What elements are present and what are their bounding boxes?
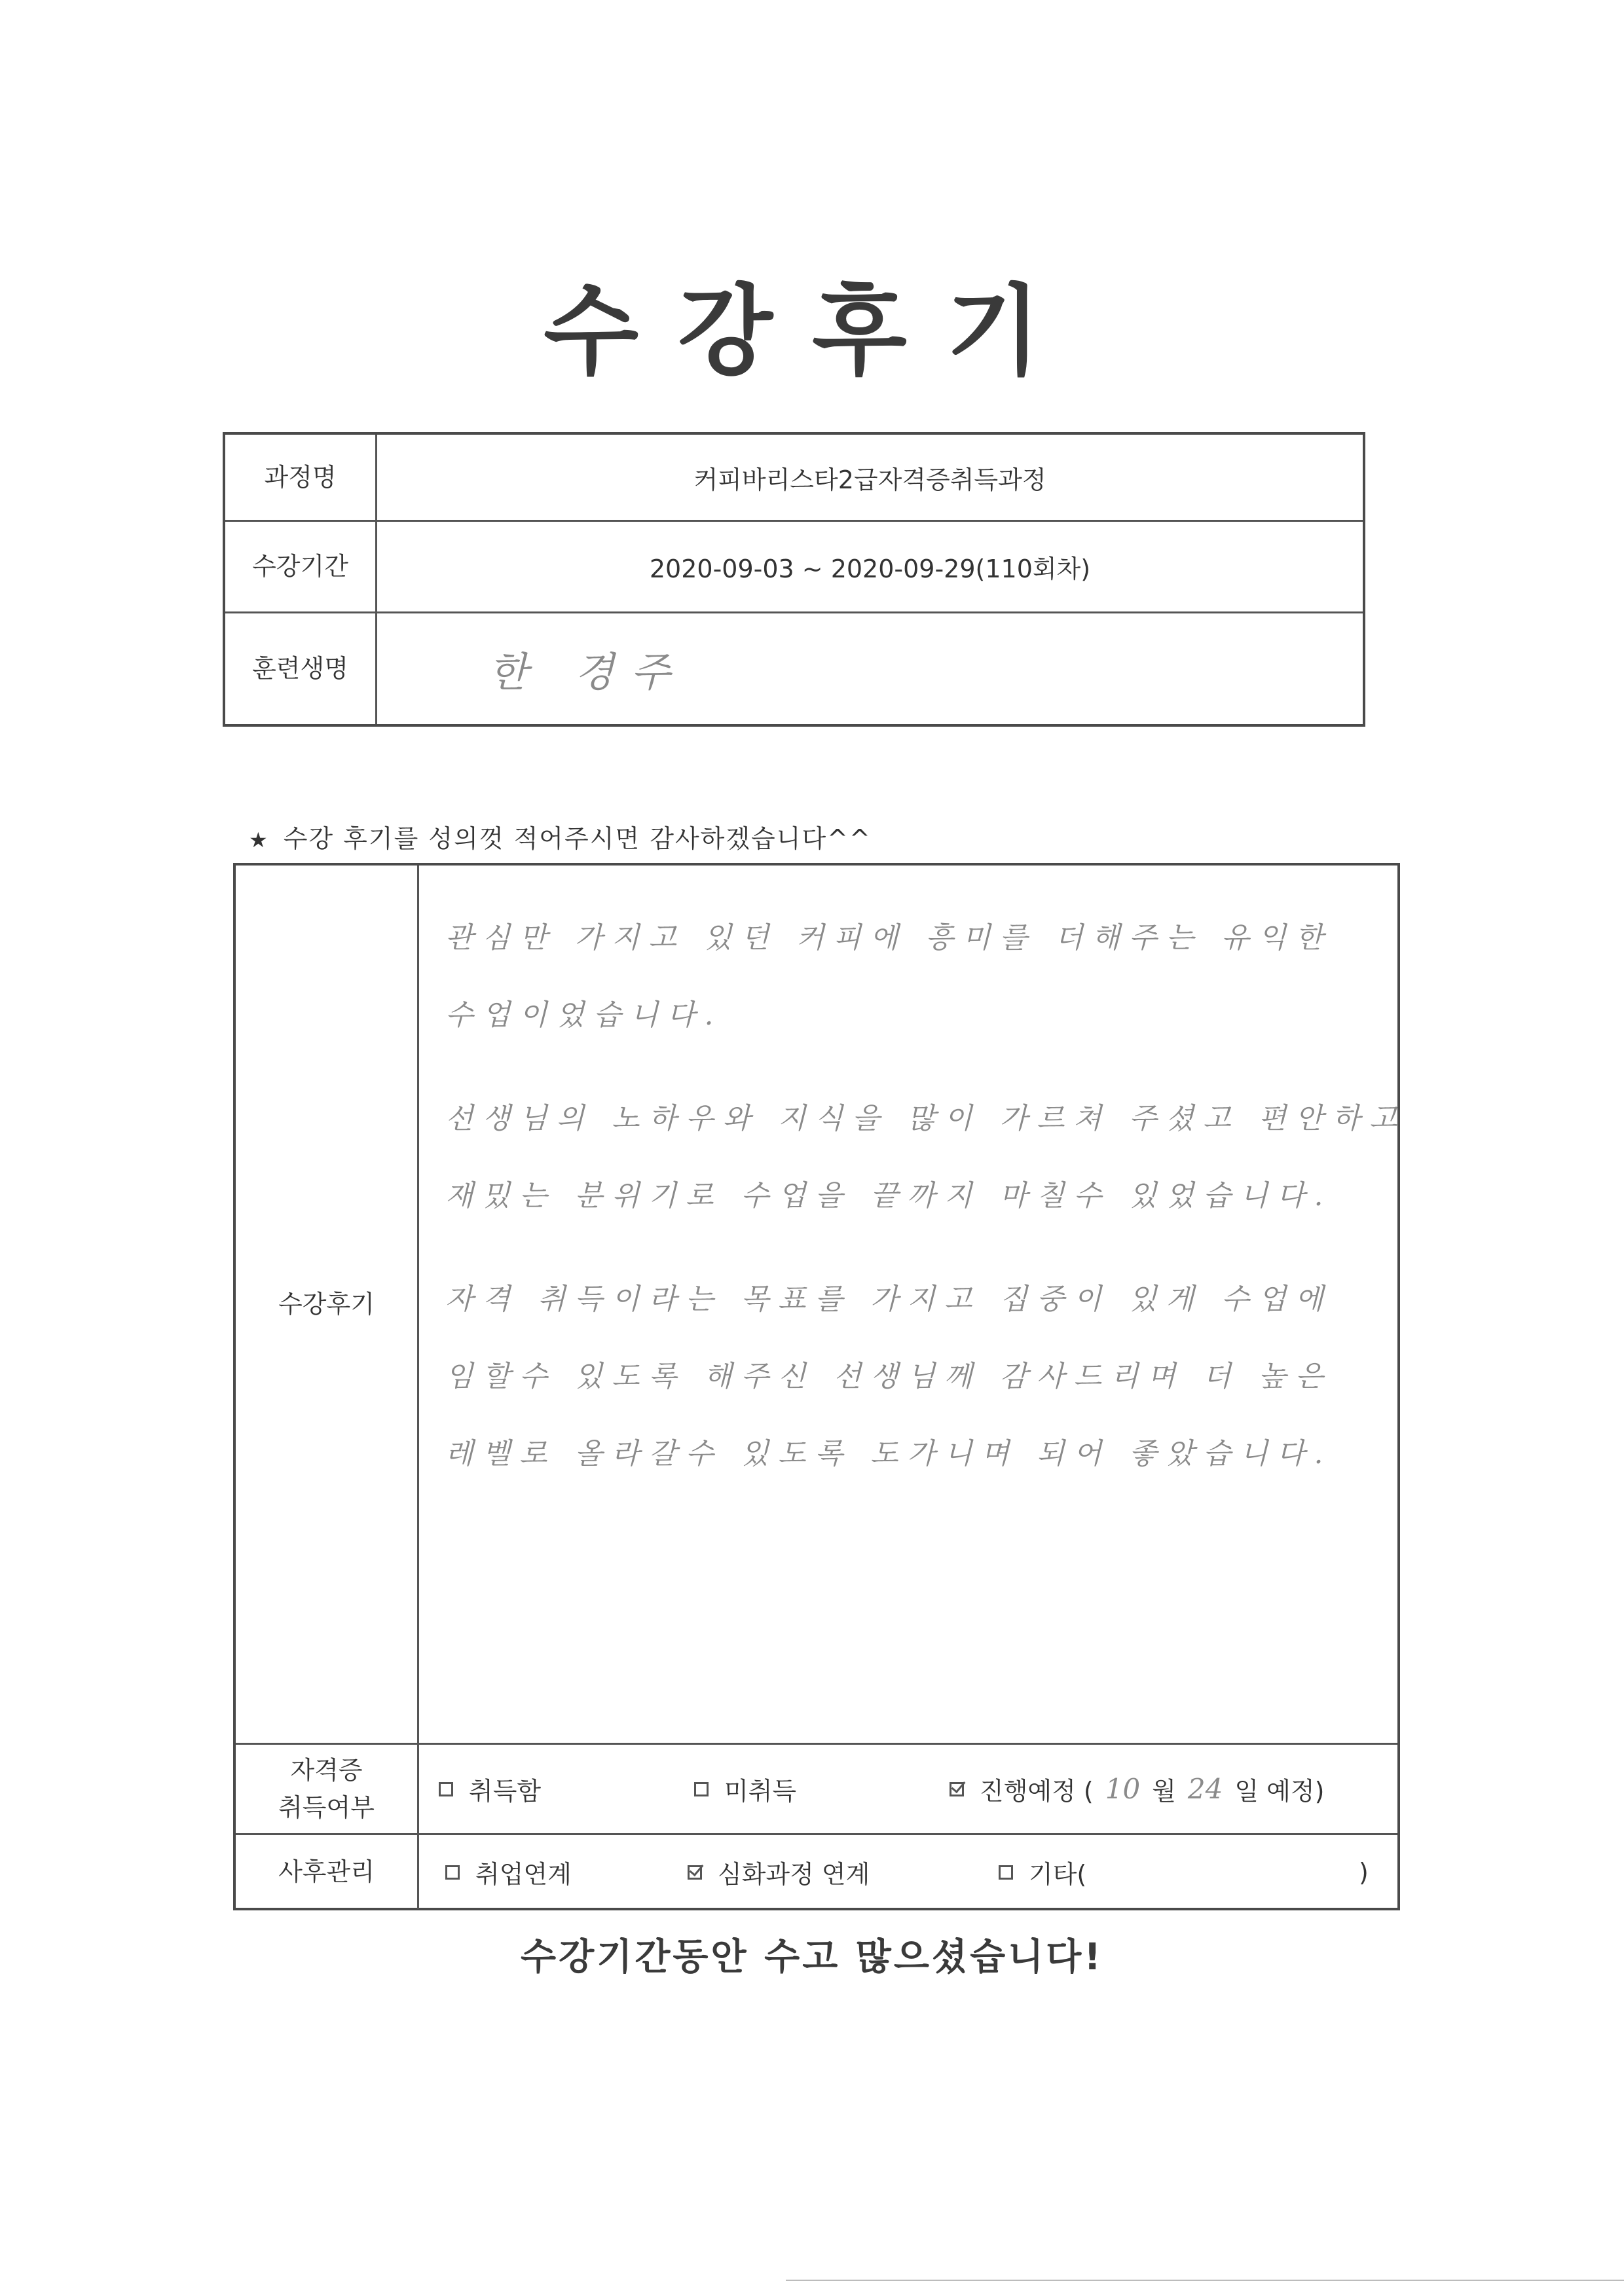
option-acquired[interactable] <box>439 1745 541 1833</box>
trainee-label: 훈련생명 <box>225 613 377 724</box>
checkbox-acquired[interactable] <box>439 1782 453 1796</box>
notice-text <box>249 818 872 854</box>
checkbox-advanced-course-checked[interactable] <box>688 1865 702 1880</box>
star-icon: ★ <box>249 828 269 852</box>
review-line: 선생님의 노하우와 지식을 많이 가르쳐 주셨고 편안하고 <box>445 1102 1407 1135</box>
scheduled-day-handwritten: 24 <box>1187 1773 1223 1805</box>
certification-label <box>236 1745 419 1833</box>
certification-row <box>236 1743 1397 1833</box>
option-advanced-course[interactable] <box>688 1835 870 1909</box>
review-line: 수업이었습니다. <box>445 998 723 1032</box>
footer-message: 수강기간동안 수고 많으셨습니다! <box>521 1936 1103 1978</box>
review-line: 자격 취득이라는 목표를 가지고 집중이 있게 수업에 <box>445 1283 1333 1316</box>
checkbox-other[interactable] <box>999 1865 1013 1880</box>
option-not-acquired[interactable] <box>694 1745 796 1833</box>
review-line: 레벨로 올라갈수 있도록 도가니며 되어 좋았습니다. <box>445 1437 1333 1470</box>
notice-message: 수강 후기를 성의껏 적어주시면 감사하겠습니다^^ <box>283 824 872 853</box>
certification-label-line2: 취득여부 <box>278 1793 375 1822</box>
aftercare-label: 사후관리 <box>236 1835 419 1909</box>
trainee-name-handwritten: 한 경주 <box>489 648 688 696</box>
option-job-link[interactable] <box>445 1835 572 1909</box>
scheduled-month-handwritten: 10 <box>1105 1773 1141 1805</box>
checkbox-job-link[interactable] <box>445 1865 460 1880</box>
review-table <box>233 863 1407 1910</box>
option-other-label: 기타( <box>1029 1860 1087 1889</box>
option-other-close: ) <box>1359 1857 1369 1887</box>
review-row <box>236 866 1407 1743</box>
period-row <box>225 520 1363 611</box>
option-scheduled[interactable] <box>950 1745 1324 1833</box>
scheduled-suffix: 일 예정) <box>1234 1777 1325 1806</box>
option-advanced-course-label: 심화과정 연계 <box>718 1860 870 1889</box>
review-line: 임할수 있도록 해주신 선생님께 감사드리며 더 높은 <box>445 1360 1333 1393</box>
trainee-row <box>225 611 1363 724</box>
option-acquired-label: 취득함 <box>469 1777 542 1806</box>
page-title: 수강후기 <box>544 275 1080 389</box>
option-job-link-label: 취업연계 <box>475 1860 572 1889</box>
review-label: 수강후기 <box>236 866 419 1743</box>
course-label: 과정명 <box>225 435 377 520</box>
course-row <box>225 435 1363 520</box>
scan-edge-divider <box>786 2280 1624 2281</box>
course-value: 커피바리스타2급자격증취득과정 <box>693 465 1046 494</box>
period-value: 2020-09-03 ~ 2020-09-29(110회차) <box>649 555 1091 583</box>
review-handwritten-text <box>419 866 1407 1743</box>
review-line: 재밌는 분위기로 수업을 끝까지 마칠수 있었습니다. <box>445 1179 1333 1212</box>
option-not-acquired-label: 미취득 <box>724 1777 797 1806</box>
month-unit: 월 <box>1152 1777 1176 1806</box>
course-info-table <box>223 432 1365 727</box>
option-other[interactable] <box>999 1835 1086 1909</box>
checkbox-scheduled-checked[interactable] <box>950 1782 964 1796</box>
review-line: 관심만 가지고 있던 커피에 흥미를 더해주는 유익한 <box>445 921 1333 955</box>
option-scheduled-label: 진행예정 ( <box>980 1777 1094 1806</box>
checkbox-not-acquired[interactable] <box>694 1782 709 1796</box>
period-label: 수강기간 <box>225 522 377 611</box>
aftercare-row <box>236 1833 1397 1909</box>
certification-label-line1: 자격증 <box>290 1755 363 1785</box>
